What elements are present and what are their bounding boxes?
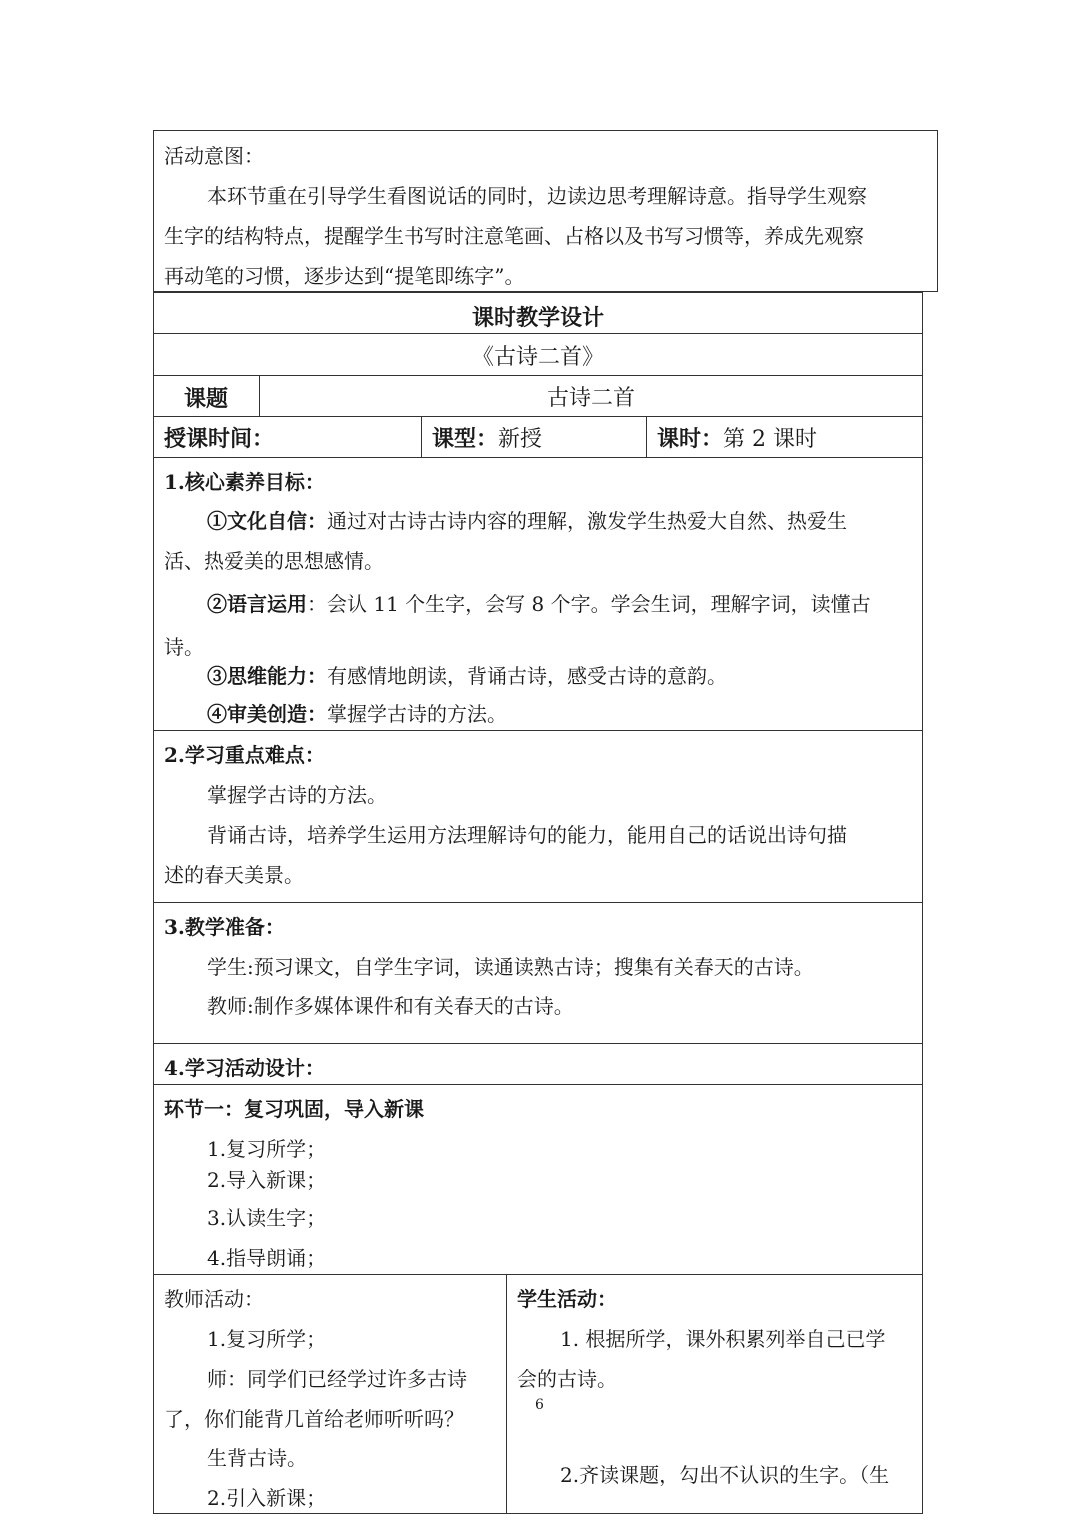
intent-line: 生字的结构特点，提醒学生书写时注意笔画、占格以及书写习惯等，养成先观察: [164, 224, 864, 248]
goal-1-text: 通过对古诗古诗内容的理解，激发学生热爱大自然、热爱生: [327, 509, 847, 533]
lesson-type: [432, 426, 542, 453]
lesson-type-value: 新授: [498, 427, 543, 452]
lesson-type-label: 课型：: [432, 426, 499, 452]
key-point-line: 背诵古诗，培养学生运用方法理解诗句的能力，能用自己的话说出诗句描: [207, 823, 847, 847]
goal-4: [207, 702, 507, 726]
prep-student: 学生:预习课文，自学生字词，读通读熟古诗；搜集有关春天的古诗。: [207, 955, 814, 979]
goals-heading: 1.核心素养目标：: [164, 470, 325, 494]
goal-2-label: ②语言运用: [207, 592, 307, 616]
student-activity-line: 2.齐读课题，勾出不认识的生字。（生: [560, 1463, 890, 1487]
teacher-activity-heading: 教师活动：: [164, 1287, 264, 1311]
table-subtitle: 《古诗二首》: [471, 345, 604, 370]
teacher-activity-line: 1.复习所学；: [207, 1327, 327, 1351]
key-points-heading: 2.学习重点难点：: [164, 743, 325, 767]
goal-1-cont: 活、热爱美的思想感情。: [164, 549, 384, 573]
activity-step: 4.指导朗诵；: [207, 1246, 327, 1270]
goal-1: [207, 509, 847, 533]
goal-2-text: ：会认 11 个生字，会写 8 个字。学会生词，理解字词，读懂古: [307, 592, 871, 616]
lesson-period-value: 第 2 课时: [723, 427, 817, 452]
intent-line: 本环节重在引导学生看图说话的同时，边读边思考理解诗意。指导学生观察: [207, 184, 867, 208]
topic-value: 古诗二首: [546, 386, 635, 411]
teacher-activity-line: 2.引入新课；: [207, 1486, 327, 1510]
class-time-label: 授课时间：: [164, 426, 275, 452]
student-activity-line: 会的古诗。: [517, 1367, 617, 1391]
page-number: 6: [535, 1397, 544, 1413]
intent-line: 再动笔的习惯，逐步达到“提笔即练字”。: [164, 264, 525, 288]
teacher-activity-line: 生背古诗。: [207, 1446, 307, 1470]
student-activity-line: 1. 根据所学，课外积累列举自己已学: [560, 1327, 886, 1351]
section-title: 环节一：复习巩固，导入新课: [164, 1097, 424, 1121]
lesson-period: [657, 426, 817, 453]
goal-3: [207, 664, 727, 688]
key-point-line: 掌握学古诗的方法。: [207, 783, 387, 807]
student-activity-heading: 学生活动：: [517, 1287, 617, 1311]
goal-4-text: 掌握学古诗的方法。: [327, 702, 507, 726]
goal-4-label: ④审美创造：: [207, 702, 327, 726]
goal-3-text: 有感情地朗读，背诵古诗，感受古诗的意韵。: [327, 664, 727, 688]
prep-teacher: 教师:制作多媒体课件和有关春天的古诗。: [207, 994, 574, 1018]
goal-2-cont: 诗。: [164, 635, 204, 659]
goal-3-label: ③思维能力：: [207, 664, 327, 688]
activities-heading: 4.学习活动设计：: [164, 1056, 325, 1080]
goal-2: [207, 592, 871, 616]
activity-step: 1.复习所学；: [207, 1137, 327, 1161]
activity-step: 2.导入新课；: [207, 1168, 327, 1192]
teacher-activity-line: 师：同学们已经学过许多古诗: [207, 1367, 467, 1391]
lesson-period-label: 课时：: [657, 426, 724, 452]
activity-step: 3.认读生字；: [207, 1206, 327, 1230]
table-title: 课时教学设计: [471, 305, 604, 331]
prep-heading: 3.教学准备：: [164, 915, 285, 939]
key-point-line: 述的春天美景。: [164, 863, 304, 887]
topic-label: 课题: [183, 386, 228, 412]
goal-1-label: ①文化自信：: [207, 509, 327, 533]
teacher-activity-line: 了，你们能背几首给老师听听吗？: [164, 1407, 464, 1431]
intent-heading: 活动意图：: [164, 144, 264, 168]
